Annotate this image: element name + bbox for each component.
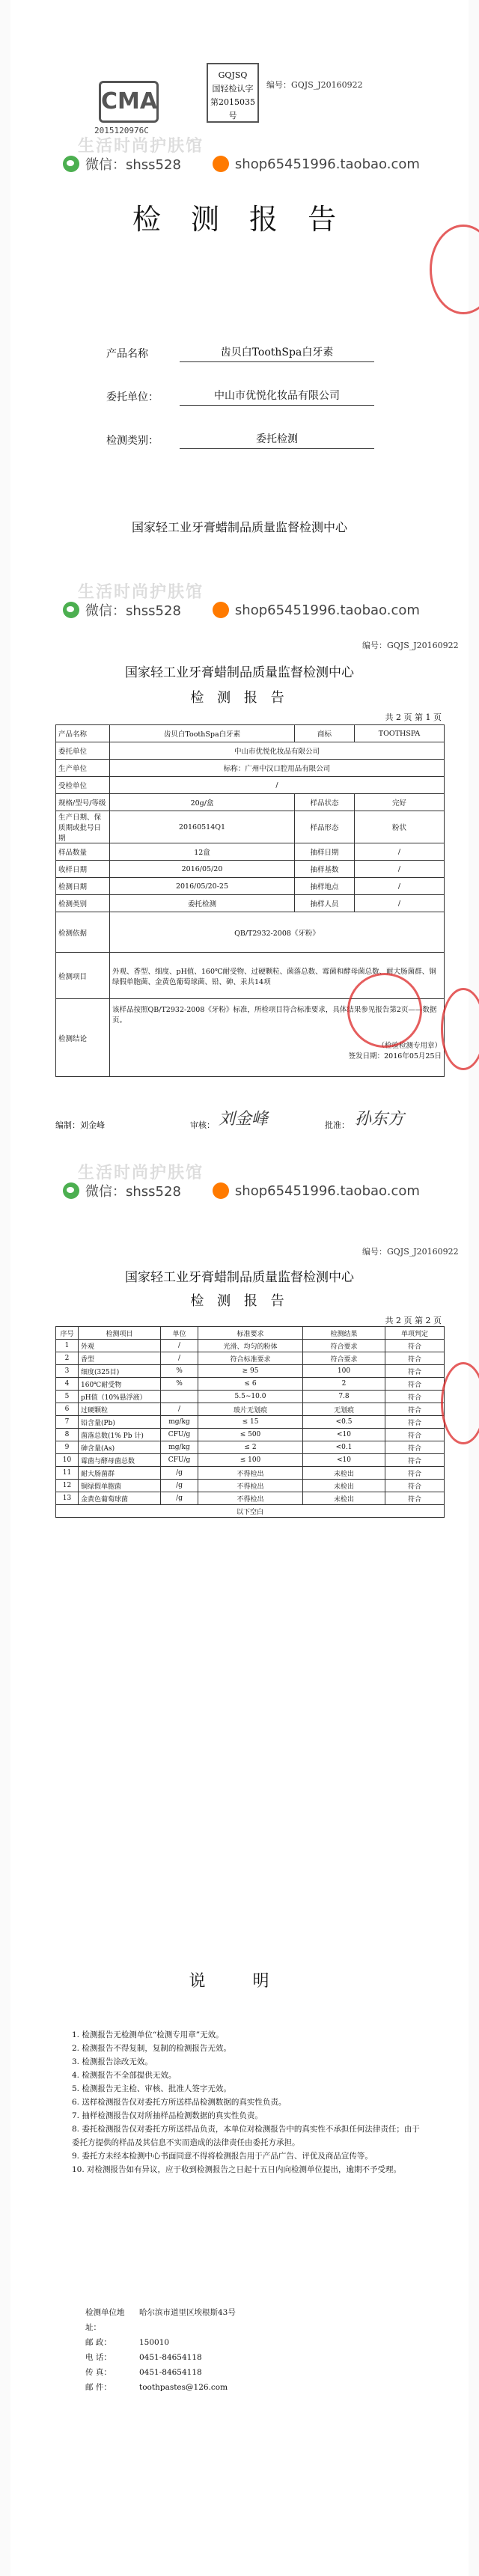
org-name: 国家轻工业牙膏蜡制品质量监督检测中心 (125, 1270, 354, 1285)
report-title: 检 测 报 告 (190, 1293, 289, 1309)
table-row: 5 pH值（10%悬浮液） 5.5~10.0 7.8 符合 (56, 1391, 445, 1403)
table-row: 检测项目 外观、香型、细度、pH值、160℃耐受物、过硬颗粒、菌落总数、霉菌和酵母菌总数、耐大肠菌群、铜绿假单胞菌、金黄色葡萄球菌、铅、砷、汞共14项 (56, 953, 445, 999)
list-item: 邮 件： toothpastes@126.com (85, 2383, 228, 2392)
table-row: 规格/型号/等级 20g/盒 样品状态 完好 (56, 794, 445, 811)
table-row: 13 金黄色葡萄球菌 /g 不得检出 未检出 符合 (56, 1492, 445, 1505)
org-name: 国家轻工业牙膏蜡制品质量监督检测中心 (131, 520, 347, 534)
product-value: 齿贝白ToothSpa白牙素 (180, 344, 374, 362)
table-row: 9 砷含量(As) mg/kg ≤ 2 <0.1 符合 (56, 1441, 445, 1454)
report-title: 检 测 报 告 (132, 203, 347, 236)
table-header: 序号 检测项目 单位 标准要求 检测结果 单项判定 (56, 1327, 445, 1340)
table-row: 委托单位 中山市优悦化妆品有限公司 (56, 742, 445, 760)
table-row: 受检单位 / (56, 777, 445, 794)
sig-approve: 批准： (325, 1120, 350, 1130)
report-number: 编号：GQJS_J20160922 (266, 80, 363, 90)
client-label: 委托单位： (106, 391, 159, 403)
list-item: 9. 委托方未经本检测中心书面同意不得将检测报告用于产品广告、评优及商品宣传等。 (72, 2152, 373, 2161)
sig-review: 审核： (190, 1120, 215, 1130)
list-item: 7. 抽样检测报告仅对所抽样品检测数据的真实性负责。 (72, 2111, 263, 2120)
notes-list (72, 2028, 424, 2176)
wechat-icon (63, 156, 79, 172)
red-stamp (441, 1362, 479, 1444)
sig-prepared: 编制：刘金峰 (55, 1120, 105, 1130)
taobao-icon (213, 602, 229, 618)
org-name: 国家轻工业牙膏蜡制品质量监督检测中心 (125, 665, 354, 680)
list-item: 电 话： 0451-84654118 (85, 2353, 202, 2362)
list-item: 4. 检测报告不全部提供无效。 (72, 2071, 177, 2080)
table-row: 检测类别 委托检测 抽样人员 / (56, 895, 445, 912)
table-row: 检测日期 2016/05/20-25 抽样地点 / (56, 878, 445, 895)
list-item: 1. 检测报告无检测单位“检测专用章”无效。 (72, 2030, 224, 2039)
product-label: 产品名称 (106, 348, 148, 360)
explanation-title: 说 明 (189, 1972, 290, 1991)
handwritten-signature: 孙东方 (355, 1110, 405, 1129)
table-row: 检测结论 该样品按照QB/T2932-2008《牙粉》标准，所检项目符合标准要求，具体结果参见报告第2页——数据页。 （检验检测专用章） 签发日期：2016年05月25日 (56, 999, 445, 1077)
red-stamp (347, 973, 422, 1048)
table-row: 1 外观 / 光滑、均匀的粉体 符合要求 符合 (56, 1340, 445, 1352)
red-stamp (430, 225, 479, 314)
wechat-icon (63, 1182, 79, 1199)
cma-number: 2015120976C (94, 126, 149, 135)
watermark: 生活时尚护肤馆 微信：shss528 shop65451996.taobao.com (63, 133, 467, 178)
cover-page (10, 0, 469, 569)
gqjsq-stamp: GQJSQ 国轻检认字 第2015035号 (207, 63, 259, 123)
list-item: 传 真： 0451-84654118 (85, 2368, 202, 2377)
table-row: 11 耐大肠菌群 /g 不得检出 未检出 符合 (56, 1467, 445, 1480)
cma-logo: CMA (99, 81, 159, 123)
taobao-icon (213, 1182, 229, 1199)
list-item: 8. 委托检测报告仅对委托方所送样品负责，本单位对检测报告中的真实性不承担任何法律责任；由于委托方提供的样品及其信息不实而造成的法律责任由委托方承担。 (72, 2125, 420, 2147)
page-indicator: 共 2 页 第 2 页 (385, 1316, 442, 1325)
table-row: 生产日期、保质期或批号日期 20160514Q1 样品形态 粉状 (56, 811, 445, 843)
list-item: 5. 检测报告无主检、审核、批准人签字无效。 (72, 2084, 231, 2093)
contact-block (85, 2305, 236, 2395)
table-row: 12 铜绿假单胞菌 /g 不得检出 未检出 符合 (56, 1480, 445, 1492)
page-indicator: 共 2 页 第 1 页 (385, 712, 442, 722)
report-page-2 (10, 1212, 469, 1916)
taobao-icon (213, 156, 229, 172)
report-number: 编号：GQJS_J20160922 (362, 1247, 459, 1257)
category-label: 检测类别： (106, 435, 159, 447)
list-item: 6. 送样检测报告仅对委托方所送样品检测数据的真实性负责。 (72, 2098, 287, 2107)
handwritten-signature: 刘金峰 (219, 1110, 269, 1129)
conclusion-text: 该样品按照QB/T2932-2008《牙粉》标准，所检项目符合标准要求，具体结果参见报告第2页——数据页。 (112, 1006, 437, 1025)
red-stamp (441, 988, 479, 1070)
list-item: 10. 对检测报告如有异议，应于收到检测报告之日起十五日内向检测单位提出，逾期不予受理。 (72, 2165, 402, 2174)
list-item: 2. 检测报告不得复制，复制的检测报告无效。 (72, 2044, 231, 2053)
conclusion-date: 签发日期：2016年05月25日 (348, 1052, 442, 1060)
report-page-1 (10, 569, 469, 1212)
table-row: 2 香型 / 符合标准要求 符合要求 符合 (56, 1352, 445, 1365)
table-row: 3 细度(325目) % ≥ 95 100 符合 (56, 1365, 445, 1378)
table-row: 检测依据 QB/T2932-2008《牙粉》 (56, 912, 445, 953)
watermark: 生活时尚护肤馆 微信：shss528 shop65451996.taobao.com (63, 579, 467, 624)
list-item: 邮 政： 150010 (85, 2338, 170, 2347)
report-title: 检 测 报 告 (190, 690, 289, 706)
category-value: 委托检测 (180, 431, 374, 449)
list-item: 检测单位地址： 哈尔滨市道里区埃根斯43号 (85, 2308, 236, 2332)
watermark: 生活时尚护肤馆 微信：shss528 shop65451996.taobao.com (63, 1160, 467, 1205)
table-row: 4 160℃耐受物 % ≤ 6 2 符合 (56, 1378, 445, 1391)
table-row: 生产单位 标称：广州中汉口腔用品有限公司 (56, 760, 445, 777)
table-row: 产品名称 齿贝白ToothSpa白牙素 商标 TOOTHSPA (56, 725, 445, 742)
end-note: 以下空白 (56, 1505, 445, 1518)
wechat-icon (63, 602, 79, 618)
table-row: 收样日期 2016/05/20 抽样基数 / (56, 861, 445, 878)
table-row (56, 1505, 445, 1518)
explanation-page (10, 1916, 469, 2576)
table-row: 7 铅含量(Pb) mg/kg ≤ 15 <0.5 符合 (56, 1416, 445, 1429)
table-row: 8 菌落总数(1% Pb 计) CFU/g ≤ 500 <10 符合 (56, 1429, 445, 1441)
client-value: 中山市优悦化妆品有限公司 (180, 388, 374, 406)
table-row: 样品数量 12盒 抽样日期 / (56, 843, 445, 861)
conclusion-note: （检验检测专用章） (377, 1042, 442, 1050)
table-row: 10 霉菌与酵母菌总数 CFU/g ≤ 100 <10 符合 (56, 1454, 445, 1467)
results-table (55, 1326, 445, 1518)
list-item: 3. 检测报告涂改无效。 (72, 2057, 153, 2066)
table-row: 6 过硬颗粒 / 玻片无划痕 无划痕 符合 (56, 1403, 445, 1416)
report-number: 编号：GQJS_J20160922 (362, 641, 459, 650)
